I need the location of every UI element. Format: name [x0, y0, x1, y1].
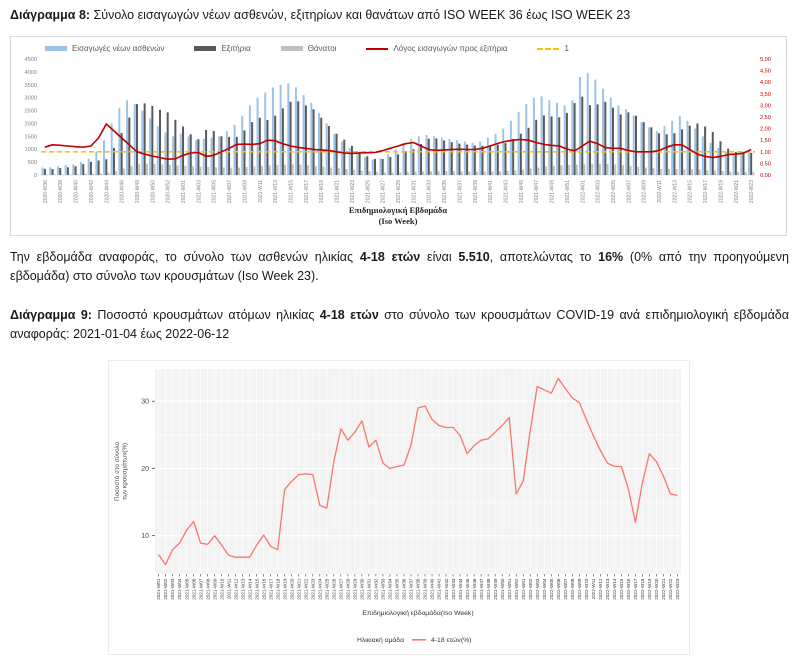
svg-text:2,50: 2,50 [760, 115, 771, 121]
svg-text:2021-W01: 2021-W01 [156, 578, 162, 600]
svg-text:30: 30 [141, 398, 149, 406]
svg-text:2021-W42: 2021-W42 [443, 578, 449, 600]
age-group-bold-2: 4-18 ετών [319, 308, 379, 322]
svg-text:2021-W23: 2021-W23 [349, 180, 356, 204]
svg-text:2021-W36: 2021-W36 [401, 578, 407, 600]
svg-text:0,00: 0,00 [760, 173, 771, 179]
svg-text:2021-W09: 2021-W09 [212, 578, 218, 600]
svg-text:0: 0 [33, 173, 37, 179]
legend-item-ratio [366, 44, 507, 53]
svg-text:2021-W31: 2021-W31 [366, 578, 372, 600]
svg-text:2021-W51: 2021-W51 [506, 578, 512, 600]
svg-text:2020-W40: 2020-W40 [73, 180, 80, 204]
chart8-plot [11, 55, 786, 229]
svg-text:2021-W52: 2021-W52 [513, 578, 519, 600]
deaths-swatch-icon [281, 46, 303, 51]
chart8-heading-label: Διάγραμμα 8: [10, 8, 91, 22]
chart8-heading [10, 6, 789, 25]
svg-text:2022-W02: 2022-W02 [527, 578, 533, 600]
svg-text:2021-W45: 2021-W45 [464, 578, 470, 600]
svg-text:2021-W19: 2021-W19 [319, 180, 326, 204]
svg-text:2,00: 2,00 [760, 126, 771, 133]
svg-text:2022-W15: 2022-W15 [619, 578, 625, 600]
svg-text:3,50: 3,50 [760, 91, 771, 98]
svg-text:2021-W29: 2021-W29 [396, 180, 402, 204]
svg-text:2021-W40: 2021-W40 [429, 578, 435, 600]
svg-text:2021-W16: 2021-W16 [261, 578, 267, 600]
svg-text:2021-W12: 2021-W12 [233, 578, 239, 600]
svg-text:2020-W38: 2020-W38 [58, 180, 65, 204]
legend-label-deaths: Θάνατοι [307, 44, 337, 53]
svg-text:2021-W41: 2021-W41 [488, 180, 495, 204]
svg-text:2020-W52: 2020-W52 [165, 180, 172, 204]
reference-dash-icon [537, 48, 559, 50]
svg-text:2021-W17: 2021-W17 [268, 578, 274, 600]
svg-text:2021-W32: 2021-W32 [373, 578, 379, 600]
chart9-x-labels [156, 574, 680, 600]
svg-text:2021-W48: 2021-W48 [485, 578, 491, 600]
chart8-legend [45, 44, 786, 53]
svg-text:2021-W15: 2021-W15 [288, 180, 295, 204]
svg-text:2021-W28: 2021-W28 [345, 578, 351, 600]
svg-text:2021-W03: 2021-W03 [170, 578, 176, 600]
svg-text:2021-W49: 2021-W49 [492, 578, 498, 600]
discharges-swatch-icon [194, 46, 216, 51]
legend-label-ratio: Λόγος εισαγωγών προς εξιτήρια [393, 44, 508, 53]
svg-text:2021-W27: 2021-W27 [380, 180, 387, 204]
svg-text:2021-W09: 2021-W09 [242, 179, 249, 204]
svg-text:2021-W07: 2021-W07 [227, 180, 234, 204]
summary-paragraph: Την εβδομάδα αναφοράς, το σύνολο των ασθενών ηλικίας 4-18 ετών είναι 5.510, αποτελώντας το 16% (0% από την προηγούμενη εβδομάδα) στο σύνολο των κρουσμάτων (Iso Week 23). [10, 250, 789, 284]
svg-text:2021-W06: 2021-W06 [191, 578, 197, 600]
chart8-x-title-2: (Iso Week) [378, 216, 418, 226]
svg-text:2021-W05: 2021-W05 [184, 578, 190, 600]
svg-text:1,00: 1,00 [760, 149, 771, 156]
svg-text:2021-W33: 2021-W33 [426, 180, 433, 204]
svg-text:2021-W13: 2021-W13 [273, 180, 280, 204]
svg-text:2021-W49: 2021-W49 [549, 180, 556, 204]
svg-text:2021-W11: 2021-W11 [226, 578, 232, 600]
svg-text:2021-W08: 2021-W08 [205, 578, 211, 600]
legend-item-reference [537, 44, 568, 53]
svg-text:2021-W10: 2021-W10 [219, 578, 225, 600]
chart8-container [10, 36, 787, 236]
chart9-legend [357, 636, 471, 644]
svg-text:2021-W25: 2021-W25 [324, 578, 330, 600]
ratio-line-icon [366, 48, 388, 50]
chart9-container [108, 360, 690, 655]
chart9-legend-entry: 4-18 ετών(%) [431, 637, 472, 644]
svg-text:2022-W20: 2022-W20 [654, 578, 660, 600]
svg-text:2021-W51: 2021-W51 [564, 180, 571, 204]
svg-text:10: 10 [141, 532, 149, 540]
svg-text:2022-W09: 2022-W09 [577, 578, 583, 600]
svg-text:2021-W20: 2021-W20 [289, 578, 295, 600]
svg-text:2022-W21: 2022-W21 [661, 578, 667, 600]
svg-text:2021-W04: 2021-W04 [177, 578, 183, 600]
paragraph-text: Την εβδομάδα αναφοράς, το σύνολο των ασθενών ηλικίας [10, 250, 360, 264]
svg-text:2020-W46: 2020-W46 [119, 180, 126, 204]
svg-text:2022-W08: 2022-W08 [569, 578, 575, 600]
chart8-x-labels [43, 180, 755, 203]
svg-text:2021-W46: 2021-W46 [471, 578, 477, 600]
svg-text:2022-W01: 2022-W01 [520, 578, 526, 600]
svg-text:2021-W11: 2021-W11 [257, 180, 264, 203]
chart9-heading-label: Διάγραμμα 9: [10, 308, 92, 322]
legend-label-reference: 1 [564, 44, 569, 53]
chart9-y-title [113, 441, 129, 501]
svg-text:2022-W11: 2022-W11 [591, 578, 597, 600]
svg-text:2022-W13: 2022-W13 [672, 180, 679, 204]
chart8-heading-text: Σύνολο εισαγωγών νέων ασθενών, εξιτηρίων και θανάτων από ISO WEEK 36 έως ISO WEEK 23 [90, 8, 631, 22]
svg-text:2022-W12: 2022-W12 [598, 578, 604, 600]
svg-text:4000: 4000 [24, 69, 37, 76]
svg-text:2022-W22: 2022-W22 [668, 578, 674, 600]
svg-text:2022-W10: 2022-W10 [584, 578, 590, 600]
svg-text:1500: 1500 [24, 134, 37, 141]
svg-text:2021-W44: 2021-W44 [457, 578, 463, 600]
chart9-legend-title: Ηλικιακή ομάδα [356, 637, 404, 644]
svg-text:2021-W21: 2021-W21 [334, 180, 341, 204]
svg-text:2022-W21: 2022-W21 [733, 180, 740, 204]
svg-text:2021-W21: 2021-W21 [296, 578, 302, 600]
svg-text:2020-W50: 2020-W50 [150, 180, 157, 204]
svg-text:1,50: 1,50 [760, 138, 771, 145]
svg-text:2022-W01: 2022-W01 [580, 180, 587, 204]
svg-text:2022-W09: 2022-W09 [641, 180, 648, 204]
svg-text:2022-W04: 2022-W04 [541, 578, 547, 600]
svg-text:των κρουσμάτων(%): των κρουσμάτων(%) [121, 442, 129, 501]
svg-text:2020-W44: 2020-W44 [104, 180, 111, 204]
svg-text:2022-W03: 2022-W03 [534, 578, 540, 600]
svg-text:2022-W03: 2022-W03 [595, 180, 602, 204]
svg-text:2021-W31: 2021-W31 [411, 180, 418, 204]
svg-text:20: 20 [141, 465, 149, 473]
svg-text:2021-W24: 2021-W24 [317, 578, 323, 600]
legend-item-admissions [45, 44, 164, 53]
chart9-x-title: Επιδημιολογική εβδομάδα(Iso Week) [362, 610, 474, 617]
svg-text:2021-W41: 2021-W41 [436, 578, 442, 600]
svg-text:2020-W36: 2020-W36 [42, 180, 49, 204]
svg-text:2022-W18: 2022-W18 [640, 578, 646, 600]
svg-text:2022-W07: 2022-W07 [562, 578, 568, 600]
svg-text:2022-W07: 2022-W07 [626, 180, 633, 204]
svg-text:2021-W07: 2021-W07 [198, 578, 204, 600]
svg-text:2022-W17: 2022-W17 [703, 180, 710, 204]
svg-text:2022-W13: 2022-W13 [605, 578, 611, 600]
svg-text:2021-W02: 2021-W02 [163, 578, 169, 600]
svg-text:2021-W35: 2021-W35 [394, 578, 400, 600]
svg-text:2021-W43: 2021-W43 [503, 180, 510, 204]
svg-text:2021-W01: 2021-W01 [181, 180, 188, 204]
legend-label-discharges: Εξιτήρια [221, 44, 251, 53]
percentage-bold: 16% [598, 250, 624, 264]
svg-text:2021-W37: 2021-W37 [408, 578, 414, 600]
legend-item-deaths [281, 44, 337, 53]
svg-text:2022-W16: 2022-W16 [626, 578, 632, 600]
svg-text:2022-W05: 2022-W05 [610, 180, 617, 204]
age-group-bold: 4-18 ετών [359, 250, 421, 264]
svg-text:2000: 2000 [24, 121, 37, 128]
svg-text:2021-W26: 2021-W26 [331, 578, 337, 600]
svg-text:2021-W27: 2021-W27 [338, 578, 344, 600]
chart9-axis-ticks [141, 399, 155, 540]
svg-text:2021-W38: 2021-W38 [415, 578, 421, 600]
svg-text:2021-W50: 2021-W50 [499, 578, 505, 600]
svg-text:2021-W17: 2021-W17 [303, 180, 310, 204]
chart9-plot [109, 361, 689, 654]
svg-text:2020-W48: 2020-W48 [134, 180, 141, 204]
svg-text:2021-W19: 2021-W19 [282, 578, 288, 600]
svg-text:2021-W18: 2021-W18 [275, 578, 281, 600]
svg-text:2021-W39: 2021-W39 [472, 180, 479, 204]
svg-text:2022-W15: 2022-W15 [687, 180, 694, 204]
svg-text:2021-W03: 2021-W03 [196, 180, 203, 204]
svg-text:3,00: 3,00 [760, 103, 771, 110]
svg-text:500: 500 [27, 160, 37, 167]
svg-text:2022-W06: 2022-W06 [555, 578, 561, 600]
svg-text:2020-W42: 2020-W42 [88, 180, 95, 204]
svg-text:2021-W30: 2021-W30 [359, 578, 365, 600]
svg-text:2021-W39: 2021-W39 [422, 578, 428, 600]
svg-text:2021-W35: 2021-W35 [442, 180, 449, 204]
svg-text:Ποσοστό στο σύνολο: Ποσοστό στο σύνολο [114, 441, 121, 502]
svg-text:4,50: 4,50 [760, 68, 771, 75]
svg-text:2021-W34: 2021-W34 [387, 578, 393, 600]
svg-text:2022-W05: 2022-W05 [548, 578, 554, 600]
patient-count-bold: 5.510 [458, 250, 490, 264]
svg-text:2022-W14: 2022-W14 [612, 578, 618, 600]
svg-text:2021-W15: 2021-W15 [254, 578, 260, 600]
svg-text:4,00: 4,00 [760, 80, 771, 87]
svg-text:2021-W14: 2021-W14 [247, 578, 253, 600]
svg-text:2021-W33: 2021-W33 [380, 578, 386, 600]
svg-text:5,00: 5,00 [760, 57, 771, 63]
svg-text:2021-W45: 2021-W45 [518, 180, 525, 204]
svg-text:2022-W17: 2022-W17 [633, 578, 639, 600]
svg-text:3500: 3500 [24, 82, 37, 89]
svg-text:2500: 2500 [24, 108, 37, 115]
svg-text:2021-W37: 2021-W37 [457, 180, 464, 204]
svg-text:2021-W47: 2021-W47 [534, 180, 541, 204]
svg-text:2021-W29: 2021-W29 [352, 578, 358, 600]
chart8-x-title: Επιδημιολογική Εβδομάδα [348, 205, 448, 215]
svg-text:2022-W19: 2022-W19 [718, 180, 725, 204]
chart9-heading: Διάγραμμα 9: Ποσοστό κρουσμάτων ατόμων ηλικίας 4-18 ετών στο σύνολο των κρουσμάτων COVID-19 ανά επιδημιολογική εβδομάδα αναφοράς: 2021-01-04 έως 2022-06-12 [10, 308, 789, 341]
svg-text:2021-W13: 2021-W13 [240, 578, 246, 600]
svg-text:2021-W25: 2021-W25 [365, 180, 372, 204]
svg-text:2022-W23: 2022-W23 [675, 578, 681, 600]
svg-text:2021-W23: 2021-W23 [310, 578, 316, 600]
svg-text:2021-W47: 2021-W47 [478, 578, 484, 600]
svg-text:2022-W19: 2022-W19 [647, 578, 653, 600]
legend-label-admissions: Εισαγωγές νέων ασθενών [72, 44, 165, 53]
svg-text:2022-W11: 2022-W11 [657, 180, 664, 203]
legend-item-discharges [194, 44, 250, 53]
svg-text:2021-W22: 2021-W22 [303, 578, 309, 600]
svg-text:2022-W23: 2022-W23 [749, 180, 756, 204]
svg-text:0,50: 0,50 [760, 161, 771, 168]
admissions-swatch-icon [45, 46, 67, 51]
svg-text:3000: 3000 [24, 95, 37, 102]
svg-text:4500: 4500 [24, 57, 37, 63]
svg-text:1000: 1000 [24, 147, 37, 154]
svg-text:2021-W05: 2021-W05 [211, 180, 218, 204]
svg-text:2021-W43: 2021-W43 [450, 578, 456, 600]
